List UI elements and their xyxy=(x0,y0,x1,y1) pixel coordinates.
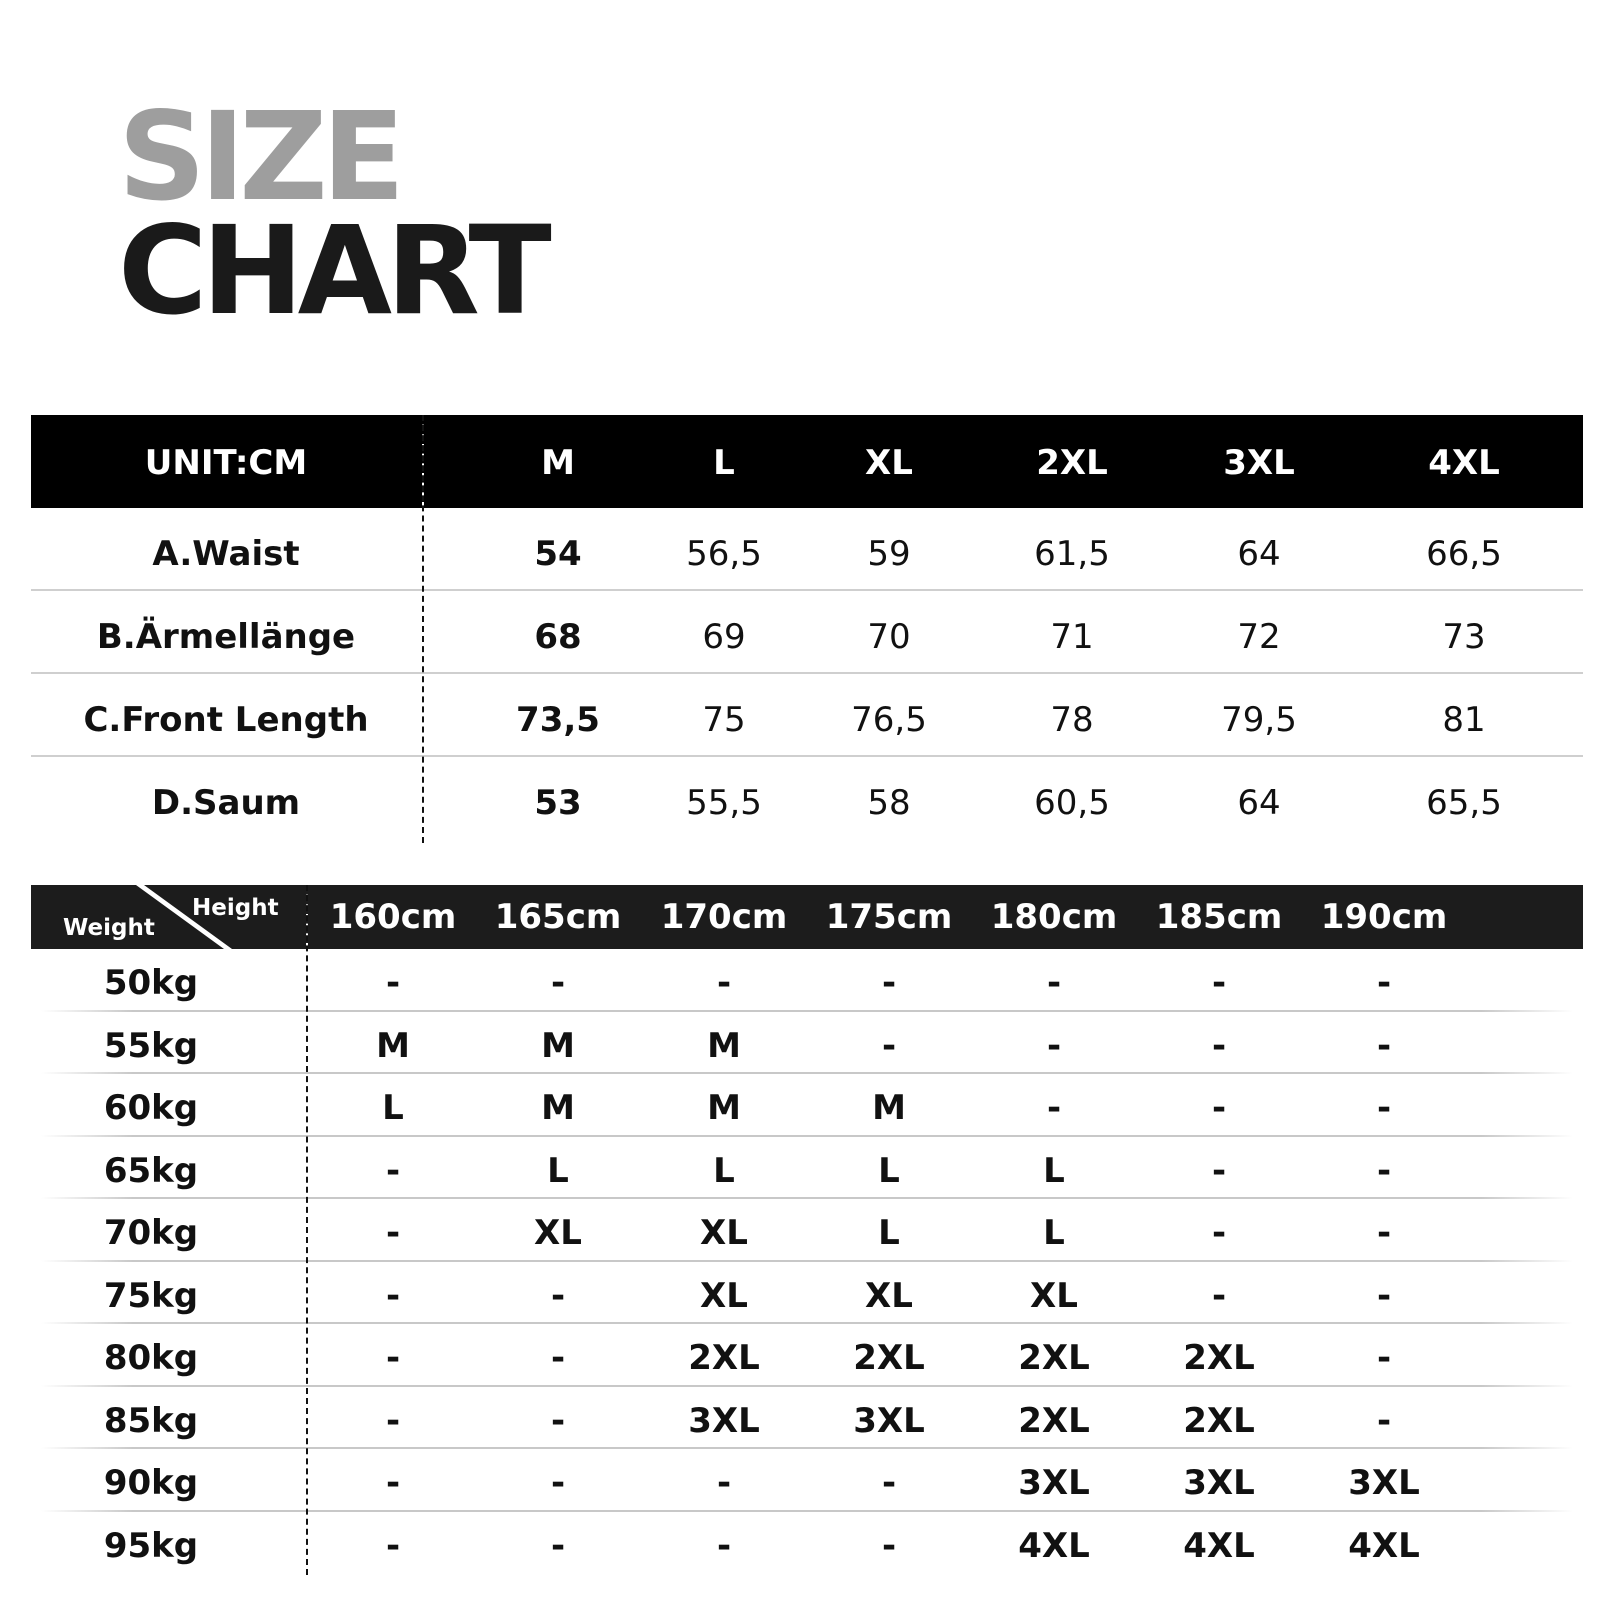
recommended-size: - xyxy=(385,1338,401,1378)
recommended-size: - xyxy=(385,1150,401,1191)
recommended-size: - xyxy=(1046,963,1062,1003)
recommended-size: 2XL xyxy=(1183,1338,1255,1378)
weight-label: 50kg xyxy=(103,963,199,1003)
recommended-size: - xyxy=(385,963,401,1003)
recommended-size: L xyxy=(547,1150,569,1191)
recommended-size: 2XL xyxy=(1183,1400,1255,1441)
recommended-size: 4XL xyxy=(1183,1525,1255,1566)
measurement-row xyxy=(31,508,1583,591)
recommendation-body xyxy=(31,949,1583,1574)
recommended-size: - xyxy=(881,1463,897,1503)
measurement-value: 78 xyxy=(1050,700,1094,740)
recommended-size: - xyxy=(1376,1150,1392,1191)
recommended-size: - xyxy=(1211,1150,1227,1191)
recommended-size: - xyxy=(1046,1088,1062,1128)
recommendation-header xyxy=(31,885,1583,949)
label-divider xyxy=(306,885,308,1575)
measurement-value: 59 xyxy=(867,534,911,574)
measurement-value: 69 xyxy=(702,617,746,657)
measurement-label: D.Saum xyxy=(151,783,301,823)
measurement-row xyxy=(31,591,1583,674)
measurement-value: 72 xyxy=(1237,617,1281,657)
size-header: 4XL xyxy=(1428,443,1500,483)
recommended-size: - xyxy=(385,1525,401,1566)
recommended-size: - xyxy=(1211,963,1227,1003)
size-header: L xyxy=(713,443,735,483)
height-header: 180cm xyxy=(990,897,1118,937)
recommended-size: XL xyxy=(865,1275,913,1316)
size-header: XL xyxy=(865,443,913,483)
recommended-size: - xyxy=(1211,1213,1227,1253)
measurement-value: 65,5 xyxy=(1426,783,1502,823)
measurement-value: 55,5 xyxy=(686,783,762,823)
weight-label: 75kg xyxy=(103,1275,199,1316)
recommended-size: 3XL xyxy=(1183,1463,1255,1503)
measurement-row xyxy=(31,757,1583,840)
recommended-size: - xyxy=(1376,1338,1392,1378)
recommended-size: 2XL xyxy=(688,1338,760,1378)
recommended-size: - xyxy=(550,963,566,1003)
recommended-size: - xyxy=(550,1400,566,1441)
measurement-value: 58 xyxy=(867,783,911,823)
recommended-size: - xyxy=(881,963,897,1003)
recommended-size: - xyxy=(385,1275,401,1316)
recommended-size: - xyxy=(550,1338,566,1378)
measurement-value: 76,5 xyxy=(851,700,927,740)
recommended-size: 2XL xyxy=(1018,1400,1090,1441)
recommended-size: - xyxy=(1211,1025,1227,1066)
recommended-size: - xyxy=(1046,1025,1062,1066)
measurement-value: 73,5 xyxy=(516,700,600,740)
recommended-size: M xyxy=(376,1025,410,1066)
measurement-header xyxy=(31,415,1583,508)
measurement-body xyxy=(31,508,1583,840)
recommended-size: M xyxy=(541,1088,575,1128)
size-header: 3XL xyxy=(1223,443,1295,483)
weight-row xyxy=(31,1012,1583,1075)
size-header: M xyxy=(541,443,575,483)
measurement-value: 66,5 xyxy=(1426,534,1502,574)
label-divider xyxy=(422,415,424,843)
recommended-size: L xyxy=(1043,1213,1065,1253)
measurement-value: 79,5 xyxy=(1221,700,1297,740)
recommended-size: - xyxy=(1376,1213,1392,1253)
title-chart: CHART xyxy=(118,200,546,342)
weight-row xyxy=(31,1074,1583,1137)
recommended-size: 3XL xyxy=(1348,1463,1420,1503)
recommended-size: XL xyxy=(534,1213,582,1253)
title-size: SIZE xyxy=(118,86,400,228)
recommended-size: XL xyxy=(1030,1275,1078,1316)
recommended-size: M xyxy=(707,1025,741,1066)
recommended-size: - xyxy=(881,1525,897,1566)
measurement-value: 54 xyxy=(534,534,582,574)
size-header: 2XL xyxy=(1036,443,1108,483)
recommended-size: - xyxy=(1376,963,1392,1003)
weight-label: 55kg xyxy=(103,1025,199,1066)
height-header: 170cm xyxy=(660,897,788,937)
recommended-size: M xyxy=(541,1025,575,1066)
weight-row xyxy=(31,1262,1583,1325)
recommended-size: L xyxy=(382,1088,404,1128)
weight-axis-label: Weight xyxy=(63,915,155,941)
recommended-size: 3XL xyxy=(688,1400,760,1441)
height-header: 175cm xyxy=(825,897,953,937)
recommended-size: XL xyxy=(700,1275,748,1316)
recommended-size: - xyxy=(550,1525,566,1566)
weight-row xyxy=(31,1449,1583,1512)
recommended-size: 2XL xyxy=(1018,1338,1090,1378)
measurement-label: A.Waist xyxy=(152,534,300,574)
weight-label: 80kg xyxy=(103,1338,199,1378)
recommended-size: - xyxy=(385,1463,401,1503)
height-header: 190cm xyxy=(1320,897,1448,937)
height-header: 160cm xyxy=(329,897,457,937)
recommended-size: - xyxy=(716,1525,732,1566)
weight-label: 60kg xyxy=(103,1088,199,1128)
measurement-value: 53 xyxy=(534,783,582,823)
recommended-size: - xyxy=(1376,1025,1392,1066)
recommended-size: - xyxy=(1376,1400,1392,1441)
measurement-table xyxy=(31,415,1583,840)
recommended-size: - xyxy=(1376,1088,1392,1128)
recommended-size: L xyxy=(1043,1150,1065,1191)
measurement-value: 73 xyxy=(1442,617,1486,657)
height-axis-label: Height xyxy=(192,895,279,921)
height-header: 185cm xyxy=(1155,897,1283,937)
size-recommendation-table xyxy=(31,885,1583,1574)
weight-label: 70kg xyxy=(103,1213,199,1253)
recommended-size: L xyxy=(713,1150,735,1191)
measurement-value: 56,5 xyxy=(686,534,762,574)
recommended-size: 2XL xyxy=(853,1338,925,1378)
recommended-size: - xyxy=(550,1275,566,1316)
recommended-size: - xyxy=(1211,1088,1227,1128)
weight-row xyxy=(31,949,1583,1012)
recommended-size: - xyxy=(550,1463,566,1503)
recommended-size: - xyxy=(385,1213,401,1253)
recommended-size: - xyxy=(716,963,732,1003)
recommended-size: M xyxy=(707,1088,741,1128)
measurement-value: 71 xyxy=(1050,617,1094,657)
height-header: 165cm xyxy=(494,897,622,937)
weight-label: 95kg xyxy=(103,1525,199,1566)
recommended-size: - xyxy=(881,1025,897,1066)
recommended-size: M xyxy=(872,1088,906,1128)
weight-label: 90kg xyxy=(103,1463,199,1503)
measurement-value: 64 xyxy=(1237,783,1281,823)
recommended-size: - xyxy=(716,1463,732,1503)
weight-row xyxy=(31,1512,1583,1575)
recommended-size: - xyxy=(385,1400,401,1441)
weight-row xyxy=(31,1324,1583,1387)
weight-row xyxy=(31,1137,1583,1200)
measurement-label: C.Front Length xyxy=(83,700,369,740)
measurement-value: 68 xyxy=(534,617,582,657)
measurement-label: B.Ärmellänge xyxy=(96,617,356,657)
weight-row xyxy=(31,1199,1583,1262)
recommended-size: - xyxy=(1211,1275,1227,1316)
measurement-value: 75 xyxy=(702,700,746,740)
recommended-size: 4XL xyxy=(1348,1525,1420,1566)
weight-row xyxy=(31,1387,1583,1450)
recommended-size: 3XL xyxy=(1018,1463,1090,1503)
recommended-size: L xyxy=(878,1150,900,1191)
measurement-value: 81 xyxy=(1442,700,1486,740)
measurement-value: 70 xyxy=(867,617,911,657)
measurement-row xyxy=(31,674,1583,757)
measurement-value: 61,5 xyxy=(1034,534,1110,574)
measurement-value: 64 xyxy=(1237,534,1281,574)
unit-label: UNIT:CM xyxy=(144,443,308,483)
recommended-size: L xyxy=(878,1213,900,1253)
measurement-value: 60,5 xyxy=(1034,783,1110,823)
weight-label: 85kg xyxy=(103,1400,199,1441)
recommended-size: 4XL xyxy=(1018,1525,1090,1566)
recommended-size: XL xyxy=(700,1213,748,1253)
recommended-size: - xyxy=(1376,1275,1392,1316)
recommended-size: 3XL xyxy=(853,1400,925,1441)
weight-label: 65kg xyxy=(103,1150,199,1191)
